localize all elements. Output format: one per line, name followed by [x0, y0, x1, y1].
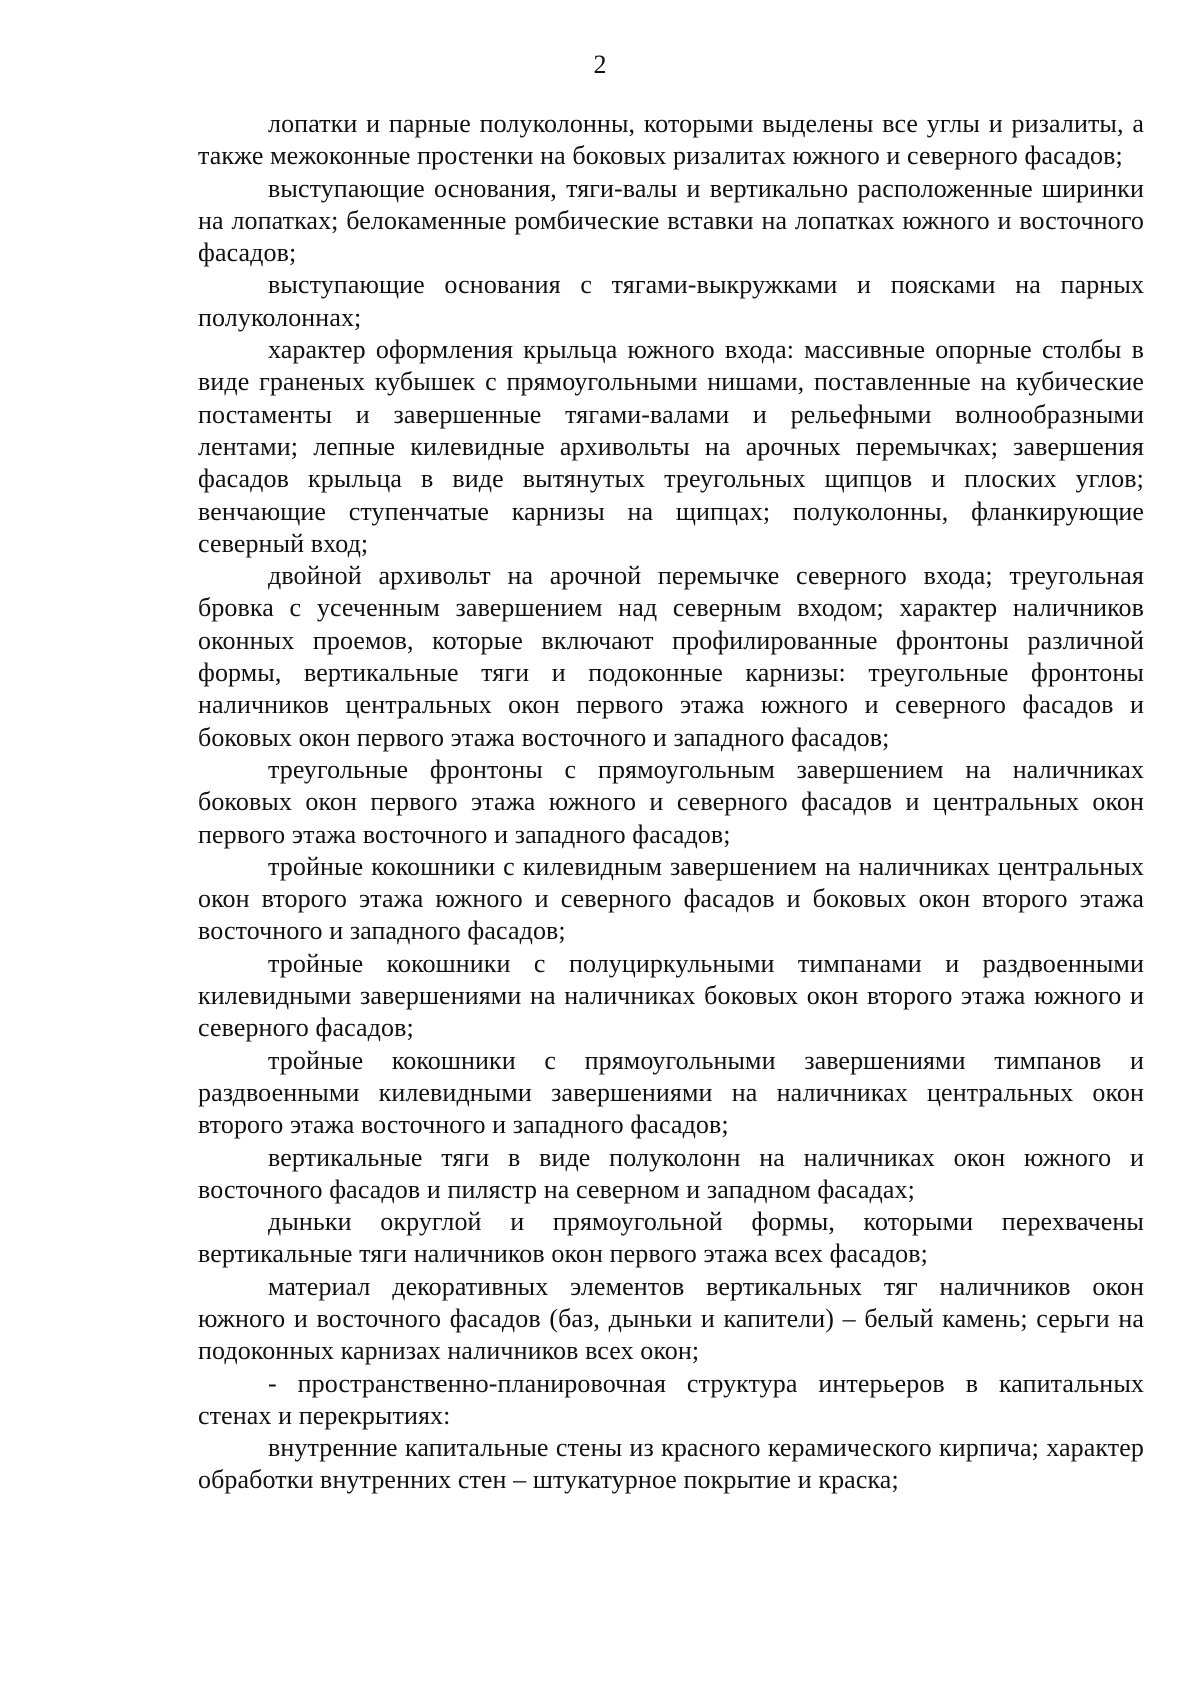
document-body	[198, 108, 1144, 1497]
paragraph: треугольные фронтоны с прямоугольным завершением на наличниках боковых окон первого этажа южного и северного фасадов и центральных окон первого этажа восточного и западного фасадов;	[198, 754, 1144, 849]
paragraph: тройные кокошники с прямоугольными завершениями тимпанов и раздвоенными килевидными завершениями на наличниках центральных окон второго этажа восточного и западного фасадов;	[198, 1045, 1144, 1140]
paragraph: дыньки округлой и прямоугольной формы, которыми перехвачены вертикальные тяги наличников окон первого этажа всех фасадов;	[198, 1207, 1144, 1269]
paragraph: - пространственно-планировочная структура интерьеров в капитальных стенах и перекрытиях:	[198, 1368, 1144, 1430]
paragraph: вертикальные тяги в виде полуколонн на наличниках окон южного и восточного фасадов и пилястр на северном и западном фасадах;	[198, 1142, 1144, 1204]
paragraph: тройные кокошники с килевидным завершением на наличниках центральных окон второго этажа южного и северного фасадов и боковых окон второго этажа восточного и западного фасадов;	[198, 851, 1144, 946]
paragraph: материал декоративных элементов вертикальных тяг наличников окон южного и восточного фасадов (баз, дыньки и капители) – белый камень; серьги на подоконных карнизах наличников всех окон;	[198, 1271, 1144, 1366]
paragraph: характер оформления крыльца южного входа: массивные опорные столбы в виде граненых кубышек с прямоугольными нишами, поставленные на кубические постаменты и завершенные тягами-валами и рельефными волнообразными лентами; лепные килевидные архивольты на арочных перемычках; завершения фасадов крыльца в виде вытянутых треугольных щипцов и плоских углов; венчающие ступенчатые карнизы на щипцах; полуколонны, фланкирующие северный вход;	[198, 335, 1144, 558]
page-number: 2	[593, 50, 607, 79]
paragraph: тройные кокошники с полуциркульными тимпанами и раздвоенными килевидными завершениями на наличниках боковых окон второго этажа южного и северного фасадов;	[198, 948, 1144, 1043]
paragraph: двойной архивольт на арочной перемычке северного входа; треугольная бровка с усеченным завершением над северным входом; характер наличников оконных проемов, которые включают профилированные фронтоны различной формы, вертикальные тяги и подоконные карнизы: треугольные фронтоны наличников центральных окон первого этажа южного и северного фасадов и боковых окон первого этажа восточного и западного фасадов;	[198, 561, 1144, 752]
paragraph: выступающие основания с тягами-выкружками и поясками на парных полуколоннах;	[198, 270, 1144, 332]
paragraph: лопатки и парные полуколонны, которыми выделены все углы и ризалиты, а также межоконные простенки на боковых ризалитах южного и северного фасадов;	[198, 109, 1144, 171]
paragraph: внутренние капитальные стены из красного керамического кирпича; характер обработки внутренних стен – штукатурное покрытие и краска;	[198, 1433, 1144, 1495]
paragraph: выступающие основания, тяги-валы и вертикально расположенные ширинки на лопатках; белокаменные ромбические вставки на лопатках южного и восточного фасадов;	[198, 173, 1144, 268]
